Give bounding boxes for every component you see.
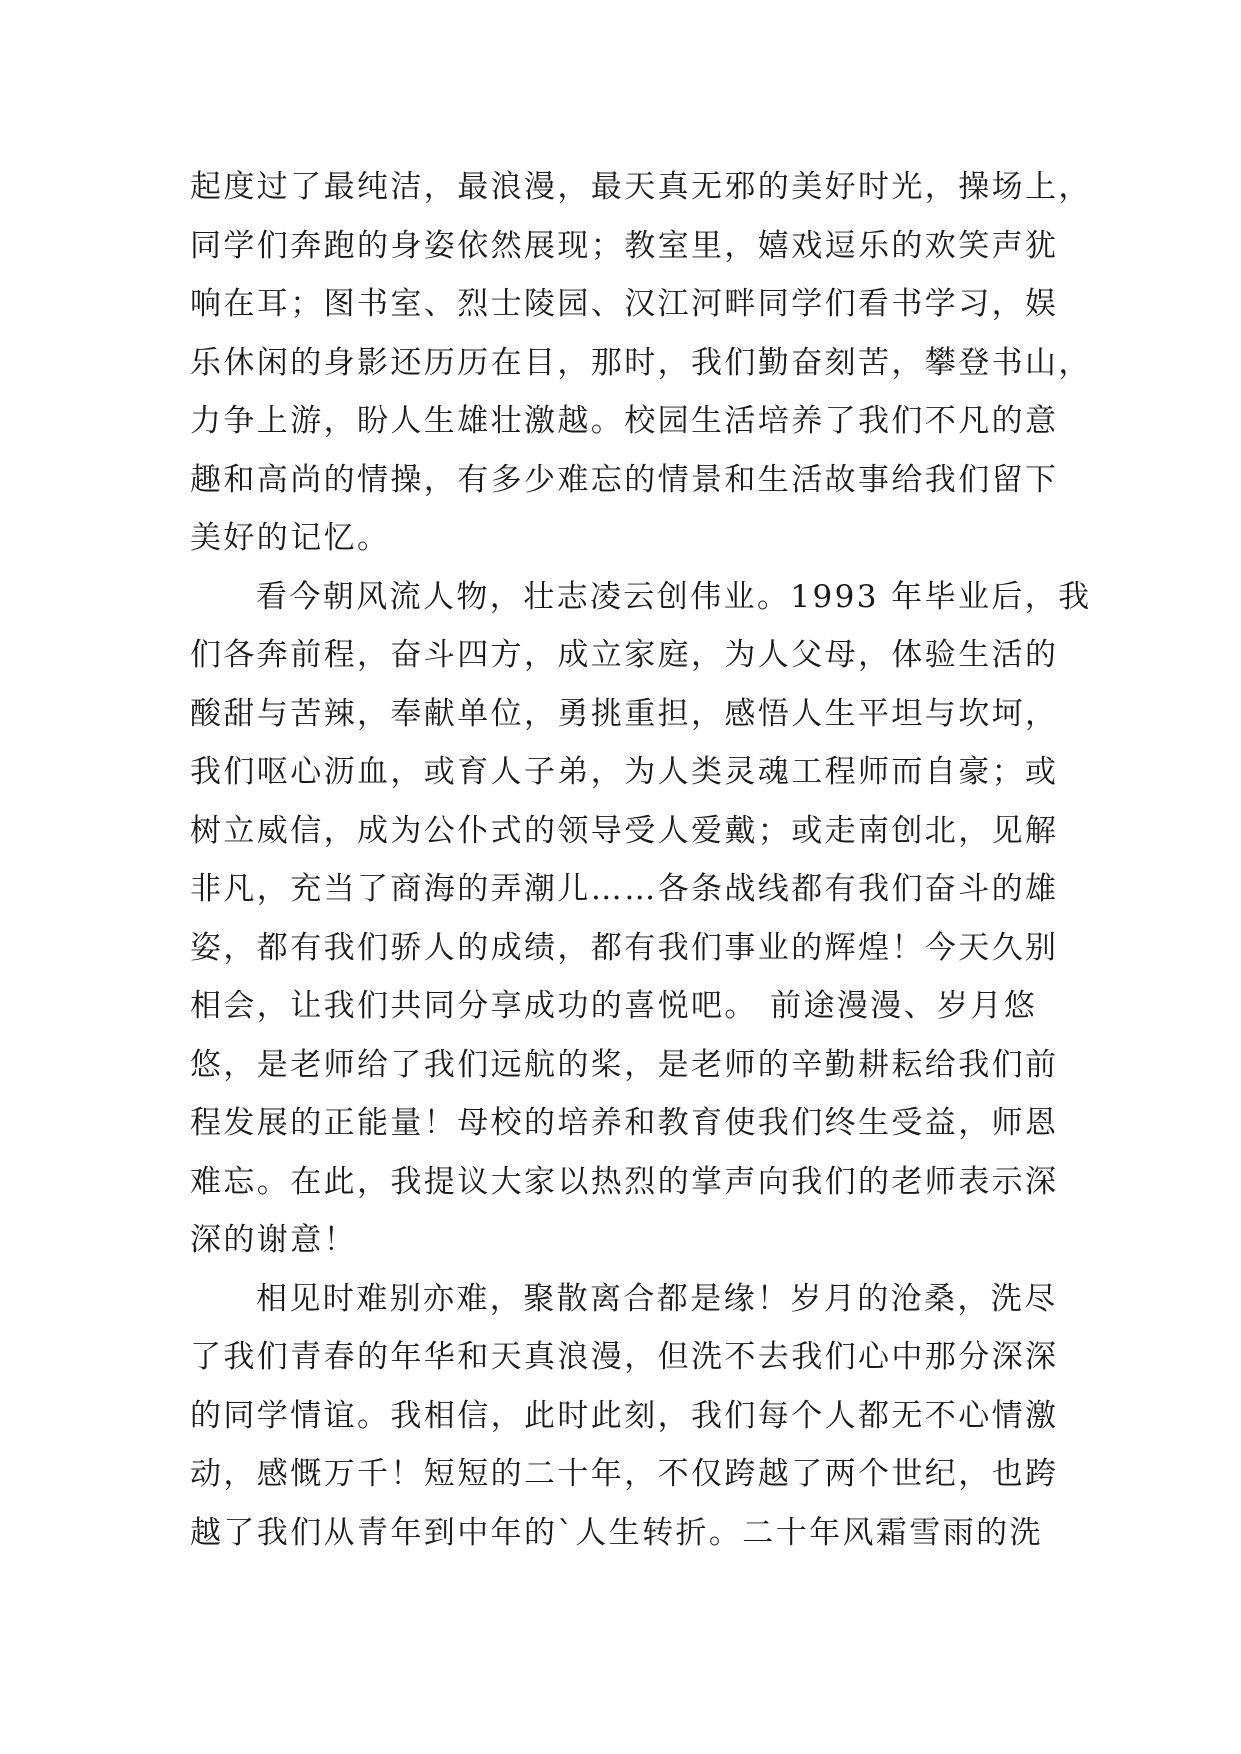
text-line: 趣和高尚的情操，有多少难忘的情景和生活故事给我们留下 [190, 461, 1059, 498]
text-line: 的同学情谊。我相信，此时此刻，我们每个人都无不心情激 [190, 1397, 1059, 1434]
text-line: 相会，让我们共同分享成功的喜悦吧。 前途漫漫、岁月悠 [190, 988, 1038, 1024]
text-line: 乐休闲的身影还历历在目，那时，我们勤奋刻苦，攀登书山， [190, 344, 1092, 381]
text-line: 我们呕心沥血，或育人子弟，为人类灵魂工程师而自豪；或 [190, 754, 1059, 790]
text-line: 动，感慨万千！短短的二十年，不仅跨越了两个世纪，也跨 [190, 1456, 1059, 1492]
text-line: 非凡，充当了商海的弄潮儿……各条战线都有我们奋斗的雄 [190, 871, 1059, 907]
text-line: 程发展的正能量！母校的培养和教育使我们终生受益，师恩 [190, 1105, 1059, 1141]
text-line: 树立威信，成为公仆式的领导受人爱戴；或走南创北，见解 [190, 812, 1059, 849]
text-line: 酸甜与苦辣，奉献单位，勇挑重担，感悟人生平坦与坎坷， [190, 695, 1059, 732]
text-line: 悠，是老师给了我们远航的桨，是老师的辛勤耕耘给我们前 [190, 1046, 1059, 1083]
text-line: 了我们青春的年华和天真浪漫，但洗不去我们心中那分深深 [190, 1339, 1059, 1375]
text-line: 响在耳；图书室、烈士陵园、汉江河畔同学们看书学习，娱 [190, 286, 1059, 322]
text-line: 起度过了最纯洁，最浪漫，最天真无邪的美好时光，操场上， [190, 169, 1092, 205]
text-line: 美好的记忆。 [190, 520, 391, 556]
text-line: 深的谢意！ [190, 1222, 357, 1258]
text-line: 姿，都有我们骄人的成绩，都有我们事业的辉煌！今天久别 [190, 929, 1059, 966]
text-line: 同学们奔跑的身姿依然展现；教室里，嬉戏逗乐的欢笑声犹 [190, 227, 1059, 264]
text-line: 越了我们从青年到中年的`人生转折。二十年风霜雪雨的洗 [190, 1514, 1043, 1551]
text-line: 力争上游，盼人生雄壮激越。校园生活培养了我们不凡的意 [190, 403, 1059, 439]
text-line: 们各奔前程，奋斗四方，成立家庭，为人父母，体验生活的 [190, 637, 1059, 673]
text-line: 难忘。在此，我提议大家以热烈的掌声向我们的老师表示深 [190, 1163, 1059, 1200]
document-body [190, 158, 1092, 1562]
paragraph-first-line: 看今朝风流人物，壮志凌云创伟业。1993 年毕业后，我 [256, 578, 1092, 615]
paragraph-first-line: 相见时难别亦难，聚散离合都是缘！岁月的沧桑，洗尽 [256, 1280, 1058, 1317]
